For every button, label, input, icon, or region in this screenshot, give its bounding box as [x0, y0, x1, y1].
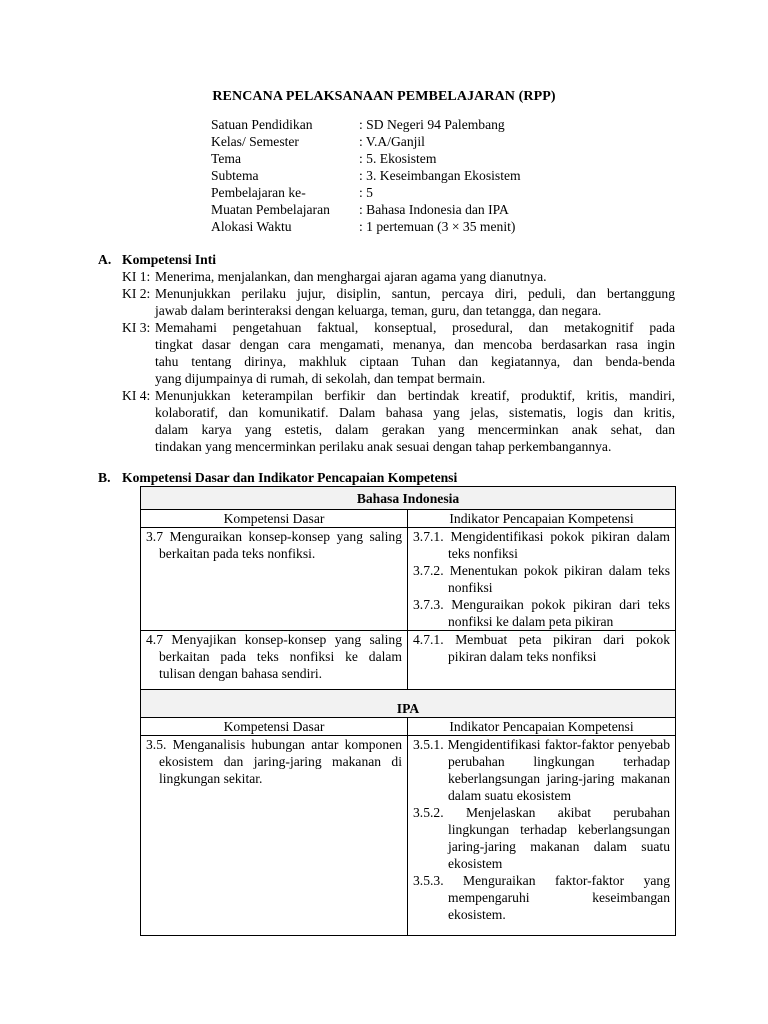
core-competencies — [122, 268, 675, 455]
ki-text-line: Menunjukkan perilaku jujur, disiplin, santun, percaya diri, peduli, dan bertanggung — [155, 286, 675, 301]
column-header-row — [141, 718, 676, 736]
identity-value: : 5 — [359, 185, 373, 200]
table-row — [141, 528, 676, 631]
section-b-heading — [98, 469, 457, 486]
ki-label: KI 3: — [122, 320, 151, 335]
identity-value: : Bahasa Indonesia dan IPA — [359, 202, 509, 217]
ki-text-line: Memahami pengetahuan faktual, konseptual, prosedural, dan metakognitif pada — [155, 320, 675, 335]
ki-item-2 — [122, 285, 675, 319]
identity-label: Satuan Pendidikan — [211, 117, 313, 132]
column-header-row — [141, 510, 676, 528]
section-letter: A. — [98, 252, 112, 267]
ki-text-line: tahu tentang dirinya, makhluk ciptaan Tuhan dan kegiatannya, dan benda-benda — [155, 354, 675, 369]
column-header-indicator: Indikator Pencapaian Kompetensi — [408, 510, 676, 528]
kd-text: 3.5. Menganalisis hubungan antar komponen ekosistem dan jaring-jaring makanan di lingkungan sekitar. — [146, 737, 402, 786]
identity-value: : 5. Ekosistem — [359, 151, 437, 166]
document-title: RENCANA PELAKSANAAN PEMBELAJARAN (RPP) — [212, 89, 556, 104]
subject-heading: Bahasa Indonesia — [141, 487, 676, 510]
column-header-kd: Kompetensi Dasar — [141, 510, 408, 528]
ki-label: KI 4: — [122, 388, 151, 403]
indicator-cell — [408, 631, 676, 690]
ki-text-line: tingkat dasar dengan cara mengamati, menanya, dan mencoba berdasarkan rasa ingin — [155, 337, 675, 352]
kd-text: 4.7 Menyajikan konsep-konsep yang saling berkaitan pada teks nonfiksi ke dalam tulisan dengan bahasa sendiri. — [146, 632, 402, 681]
ki-item-4 — [122, 387, 675, 455]
indicator-text: 3.5.3. Menguraikan faktor-faktor yang mempengaruhi keseimbangan ekosistem. — [413, 873, 670, 922]
indicator-text: 4.7.1. Membuat peta pikiran dari pokok pikiran dalam teks nonfiksi — [413, 632, 670, 664]
identity-value: : SD Negeri 94 Palembang — [359, 117, 505, 132]
section-a-heading — [98, 251, 216, 268]
ki-text-line: dalam karya yang estetis, dalam gerakan yang mencerminkan anak sehat, dan — [155, 422, 675, 437]
indicator-cell — [408, 528, 676, 631]
identity-label: Muatan Pembelajaran — [211, 202, 330, 217]
section-letter: B. — [98, 470, 111, 485]
kd-text: 3.7 Menguraikan konsep-konsep yang saling berkaitan pada teks nonfiksi. — [146, 529, 402, 561]
table-row — [141, 736, 676, 936]
kd-cell — [141, 736, 408, 936]
identity-label: Pembelajaran ke- — [211, 185, 306, 200]
identity-value: : V.A/Ganjil — [359, 134, 425, 149]
kd-cell — [141, 631, 408, 690]
kd-cell — [141, 528, 408, 631]
ki-text-line: tindakan yang mencerminkan perilaku anak sesuai dengan tahap perkembangannya. — [155, 439, 612, 454]
section-title: Kompetensi Inti — [122, 252, 217, 267]
ki-label: KI 2: — [122, 286, 151, 301]
ki-item-1 — [122, 268, 675, 285]
ki-text-line: jawab dalam berinteraksi dengan keluarga, teman, guru, dan tetangga, dan negara. — [155, 303, 602, 318]
indicator-text: 3.7.3. Menguraikan pokok pikiran dari teks nonfiksi ke dalam peta pikiran — [413, 597, 670, 629]
identity-label: Kelas/ Semester — [211, 134, 299, 149]
subject-row-ipa — [141, 690, 676, 718]
indicator-cell — [408, 736, 676, 936]
ki-item-3 — [122, 319, 675, 387]
identity-value: : 1 pertemuan (3 × 35 menit) — [359, 219, 516, 234]
section-title: Kompetensi Dasar dan Indikator Pencapaian Kompetensi — [122, 470, 458, 485]
subject-heading: IPA — [141, 690, 676, 718]
identity-label: Alokasi Waktu — [211, 219, 292, 234]
table-row — [141, 631, 676, 690]
indicator-text: 3.7.1. Mengidentifikasi pokok pikiran dalam teks nonfiksi — [413, 529, 670, 561]
column-header-kd: Kompetensi Dasar — [141, 718, 408, 736]
ki-text-line: Menerima, menjalankan, dan menghargai ajaran agama yang dianutnya. — [155, 269, 547, 284]
ki-text-line: kolaboratif, dan komunikatif. Dalam bahasa yang jelas, sistematis, logis dan kritis, — [155, 405, 675, 420]
indicator-text: 3.7.2. Menentukan pokok pikiran dalam teks nonfiksi — [413, 563, 670, 595]
indicator-text: 3.5.1. Mengidentifikasi faktor-faktor penyebab perubahan lingkungan terhadap keberlangsungan jaring-jaring makanan dalam suatu ekosistem — [413, 737, 670, 803]
column-header-indicator: Indikator Pencapaian Kompetensi — [408, 718, 676, 736]
ki-label: KI 1: — [122, 269, 151, 284]
ki-text-line: Menunjukkan keterampilan berfikir dan bertindak kreatif, produktif, kritis, mandiri, — [155, 388, 675, 403]
ki-text-line: yang dijumpainya di rumah, di sekolah, dan tempat bermain. — [155, 371, 486, 386]
subject-row-bahasa — [141, 487, 676, 510]
competency-table — [140, 486, 676, 936]
indicator-text: 3.5.2. Menjelaskan akibat perubahan lingkungan terhadap keberlangsungan jaring-jaring makanan dalam suatu ekosistem — [413, 805, 670, 871]
identity-label: Subtema — [211, 168, 259, 183]
identity-label: Tema — [211, 151, 241, 166]
identity-value: : 3. Keseimbangan Ekosistem — [359, 168, 521, 183]
